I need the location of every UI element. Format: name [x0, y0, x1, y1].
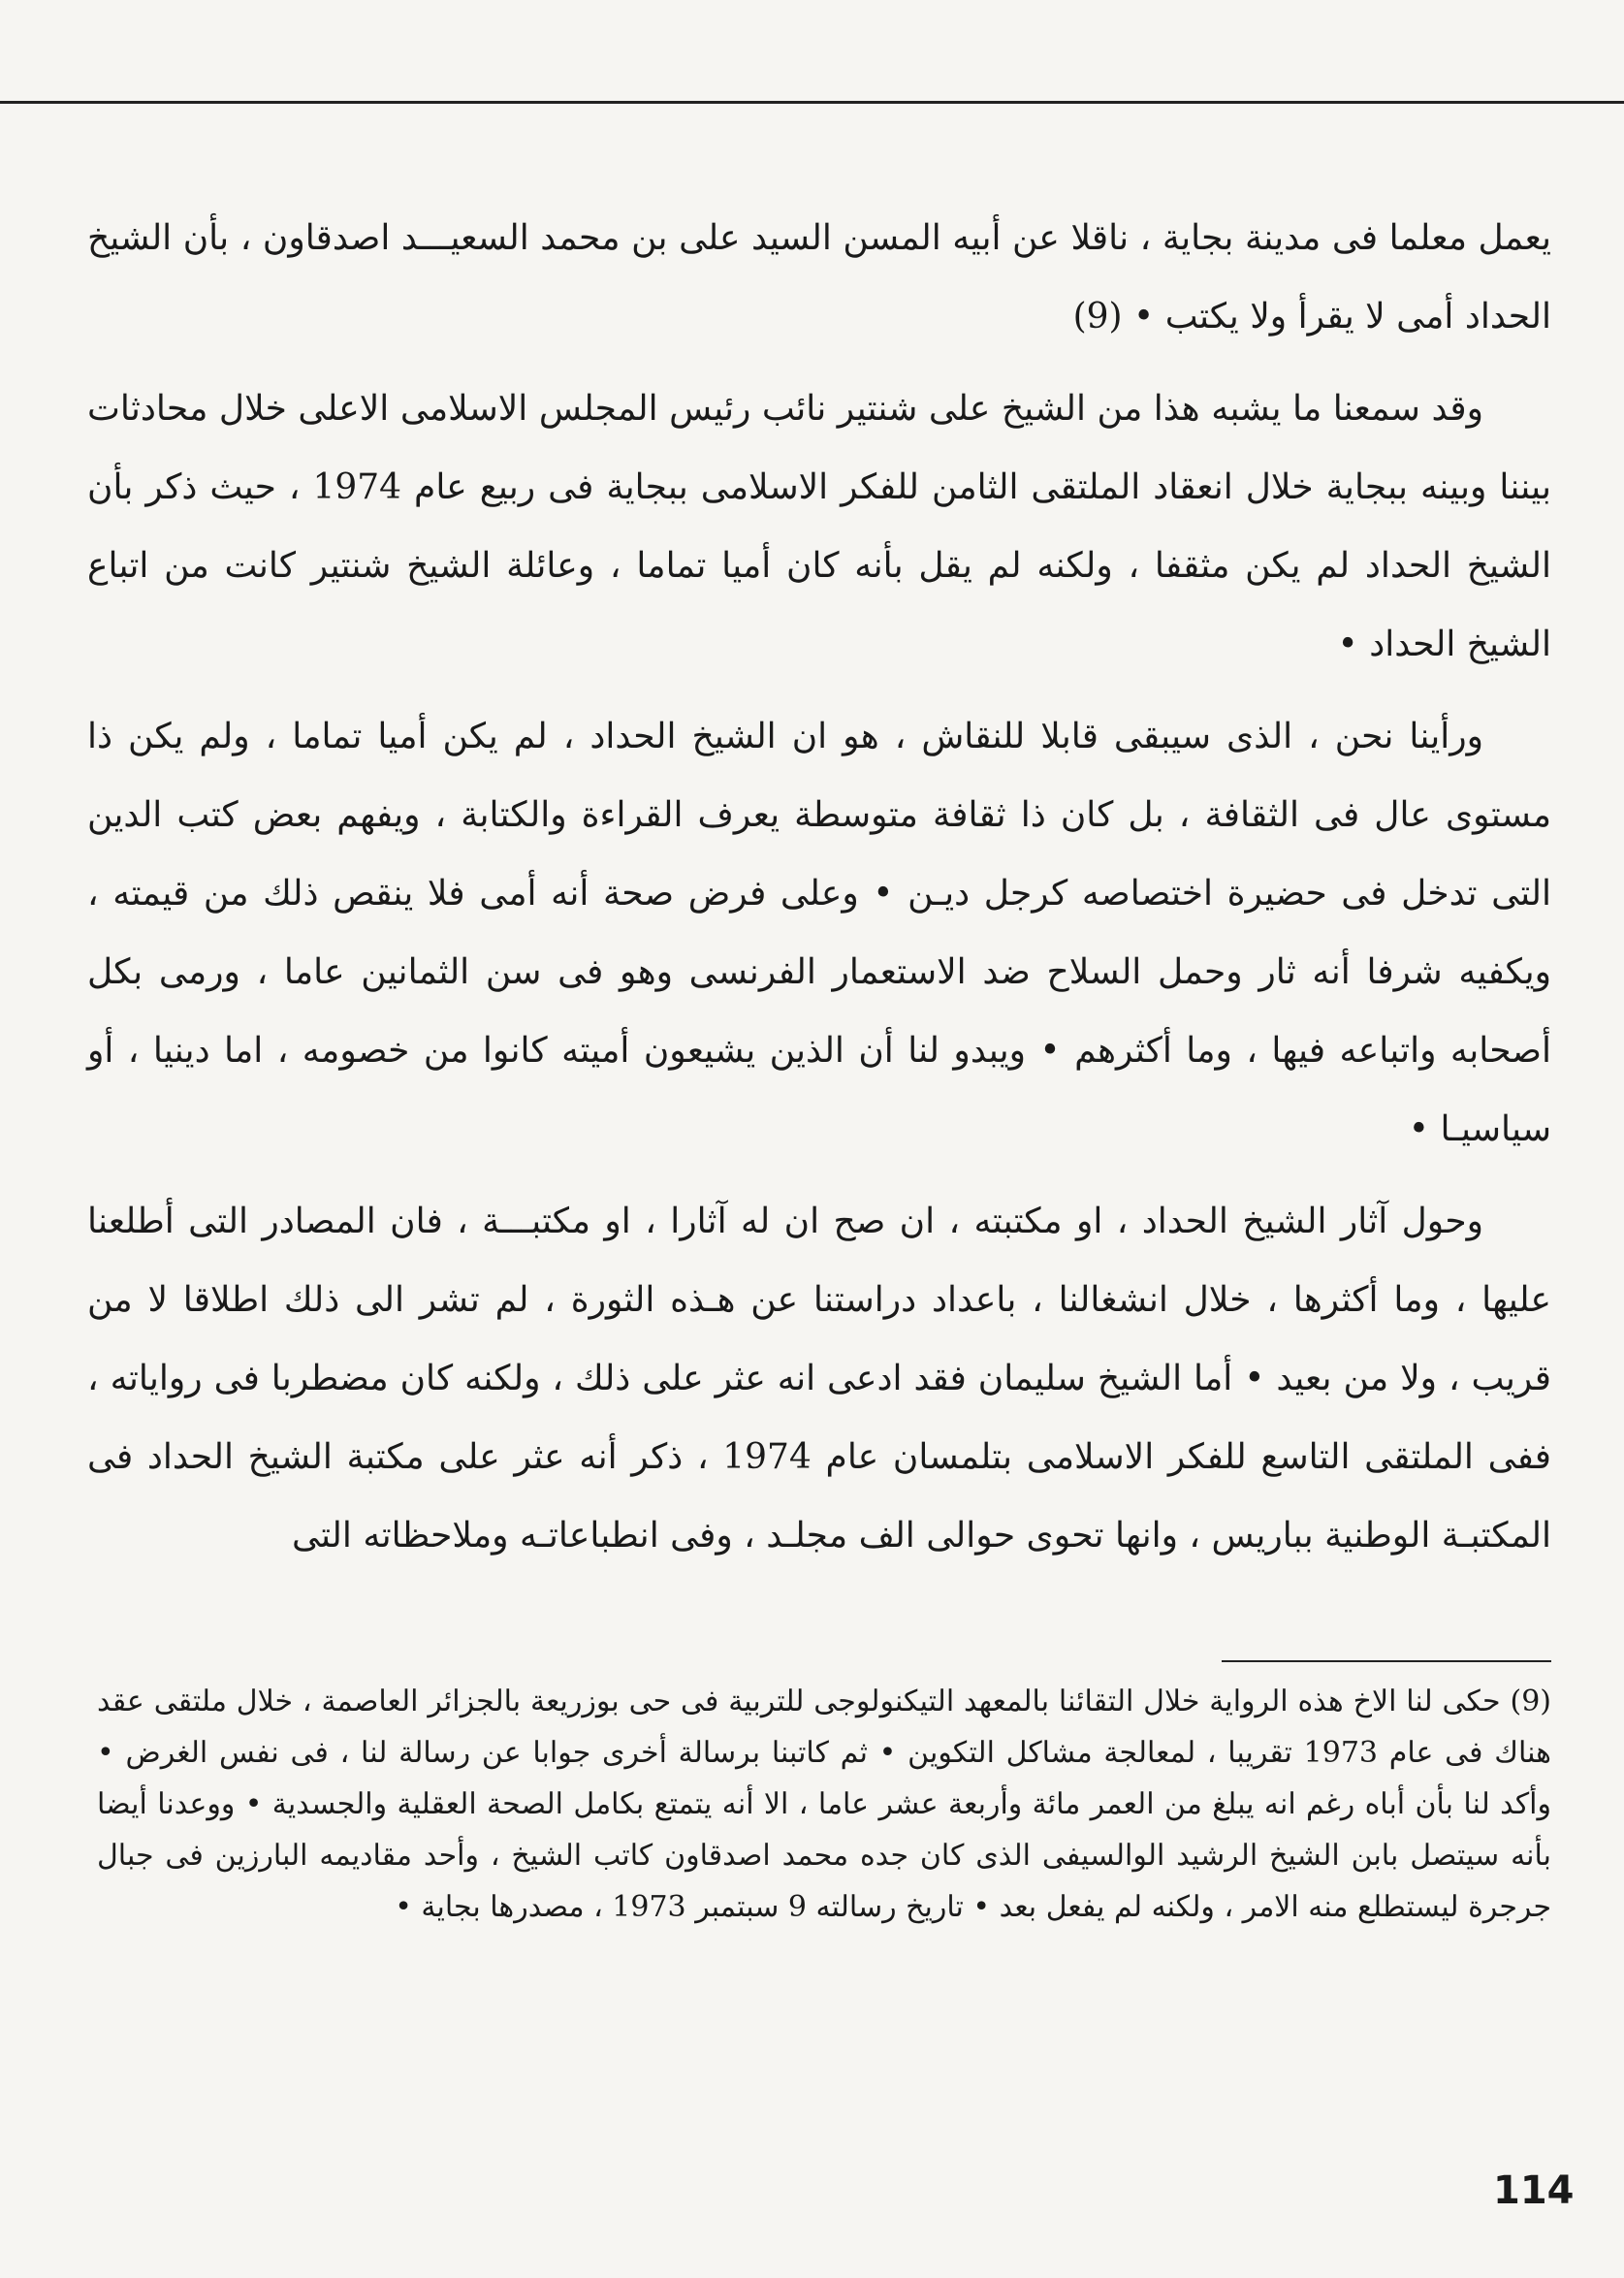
footnote-rule	[1222, 1660, 1551, 1662]
body-text	[87, 199, 1551, 1588]
paragraph: وحول آثار الشيخ الحداد ، او مكتبته ، ان صح ان له آثارا ، او مكتبـــة ، فان المصادر التى أطلعنا عليها ، وما أكثرها ، خلال انشغالنا ، باعداد دراستنا عن هـذه الثورة ، لم تشر الى ذلك اطلاقا لا من قريب ، ولا من بعيد • أما الشيخ سليمان فقد ادعى انه عثر على ذلك ، ولكنه كان مضطربا فى رواياته ، ففى الملتقى التاسع للفكر الاسلامى بتلمسان عام 1974 ، ذكر أنه عثر على مكتبة الشيخ الحداد فى المكتبـة الوطنية بباريس ، وانها تحوى حوالى الف مجلـد ، وفى انطباعاتـه وملاحظاته التى	[87, 1202, 1551, 1556]
footnote	[97, 1676, 1551, 1933]
paragraph: ورأينا نحن ، الذى سيبقى قابلا للنقاش ، هو ان الشيخ الحداد ، لم يكن أميا تماما ، ولم يكن ذا مستوى عال فى الثقافة ، بل كان ذا ثقافة متوسطة يعرف القراءة والكتابة ، ويفهم بعض كتب الدين التى تدخل فى حضيرة اختصاصه كرجل ديـن • وعلى فرض صحة أنه أمى فلا ينقص ذلك من قيمته ، ويكفيه شرفا أنه ثار وحمل السلاح ضد الاستعمار الفرنسى وهو فى سن الثمانين عاما ، ورمى بكل أصحابه واتباعه فيها ، وما أكثرهم • ويبدو لنا أن الذين يشيعون أميته كانوا من خصومه ، اما دينيا ، أو سياسيـا •	[87, 717, 1552, 1149]
paragraph: يعمل معلما فى مدينة بجاية ، ناقلا عن أبيه المسن السيد على بن محمد السعيـــد اصدقاون ، بأن الشيخ الحداد أمى لا يقرأ ولا يكتب • (9)	[87, 218, 1551, 337]
top-rule	[0, 101, 1624, 104]
footnote-text: (9) حكى لنا الاخ هذه الرواية خلال التقائنا بالمعهد التيكنولوجى للتربية فى حى بوزريعة بالجزائر العاصمة ، خلال ملتقى عقد هناك فى عام 1973 تقريبا ، لمعالجة مشاكل التكوين • ثم كاتبنا برسالة أخرى جوابا عن رسالة لنا ، فى نفس الغرض • وأكد لنا بأن أباه رغم انه يبلغ من العمر مائة وأربعة عشر عاما ، الا أنه يتمتع بكامل الصحة العقلية والجسدية • ووعدنا أيضا بأنه سيتصل بابن الشيخ الرشيد الوالسيفى الذى كان جده محمد اصدقاون كاتب الشيخ ، وأحد مقاديمه البارزين فى جبال جرجرة ليستطلع منه الامر ، ولكنه لم يفعل بعد • تاريخ رسالته 9 سبتمبر 1973 ، مصدرها بجاية •	[97, 1684, 1552, 1924]
paragraph: وقد سمعنا ما يشبه هذا من الشيخ على شنتير نائب رئيس المجلس الاسلامى الاعلى خلال محادثات بيننا وبينه ببجاية خلال انعقاد الملتقى الثامن للفكر الاسلامى ببجاية فى ربيع عام 1974 ، حيث ذكر بأن الشيخ الحداد لم يكن مثقفا ، ولكنه لم يقل بأنه كان أميا تماما ، وعائلة الشيخ شنتير كانت من اتباع الشيخ الحداد •	[87, 389, 1551, 664]
page-number: 114	[1493, 2168, 1575, 2213]
